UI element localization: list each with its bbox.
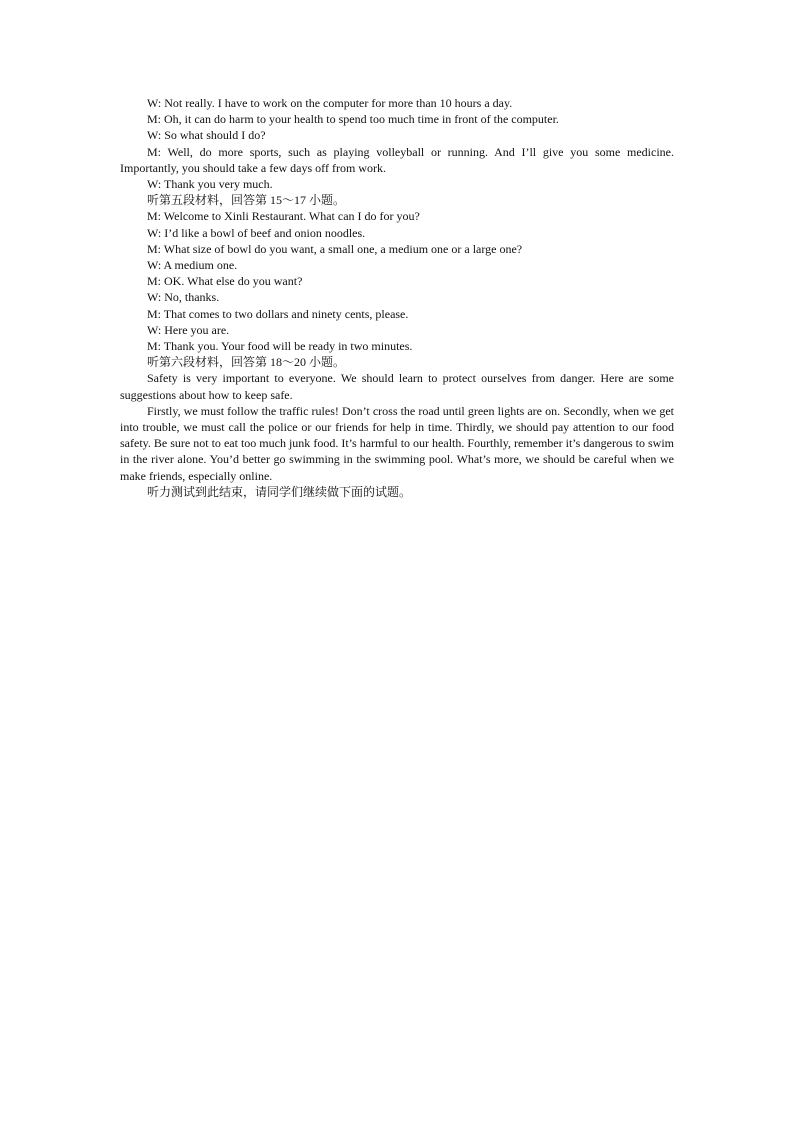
dialogue-line: M: Thank you. Your food will be ready in two minutes.: [147, 339, 413, 354]
dialogue-line: W: So what should I do?: [147, 128, 266, 143]
dialogue-line: W: I’d like a bowl of beef and onion noodles.: [147, 225, 366, 240]
dialogue-line: W: Here you are.: [147, 322, 230, 337]
dialogue-line: W: Thank you very much.: [147, 177, 273, 192]
passage-paragraph: Firstly, we must follow the traffic rules! Don’t cross the road until green lights are on. Secondly, when we get into trouble, we must call the police or our friends for help in time. Thirdly, we should pay attention to our food safety. Be sure not to eat too much junk food. It’s harmful to our health. Fourthly, remember it’s dangerous to swim in the river alone. You’d better go swimming in the swimming pool. What’s more, we should be careful when we make friends, especially online.: [120, 403, 674, 483]
dialogue-line: M: Well, do more sports, such as playing volleyball or running. And I’ll give you some medicine. Importantly, you should take a few days off from work.: [120, 144, 674, 175]
closing-note: 听力测试到此结束，请同学们继续做下面的试题。: [147, 484, 412, 499]
section-heading: 听第六段材料，回答第 18～20 小题。: [147, 355, 346, 370]
dialogue-line: M: Welcome to Xinli Restaurant. What can I do for you?: [147, 209, 420, 224]
passage-paragraph: Safety is very important to everyone. We should learn to protect ourselves from danger. Here are some suggestions about how to keep safe.: [120, 371, 674, 402]
dialogue-line: W: Not really. I have to work on the computer for more than 10 hours a day.: [147, 96, 513, 110]
dialogue-line: M: That comes to two dollars and ninety cents, please.: [147, 306, 409, 321]
dialogue-line: W: No, thanks.: [147, 290, 220, 305]
document-page: [120, 95, 674, 500]
dialogue-line: M: What size of bowl do you want, a small one, a medium one or a large one?: [147, 241, 523, 256]
section-heading: 听第五段材料，回答第 15～17 小题。: [147, 193, 346, 208]
dialogue-line: M: OK. What else do you want?: [147, 274, 303, 289]
dialogue-line: M: Oh, it can do harm to your health to spend too much time in front of the computer.: [147, 112, 559, 127]
dialogue-line: W: A medium one.: [147, 258, 238, 273]
